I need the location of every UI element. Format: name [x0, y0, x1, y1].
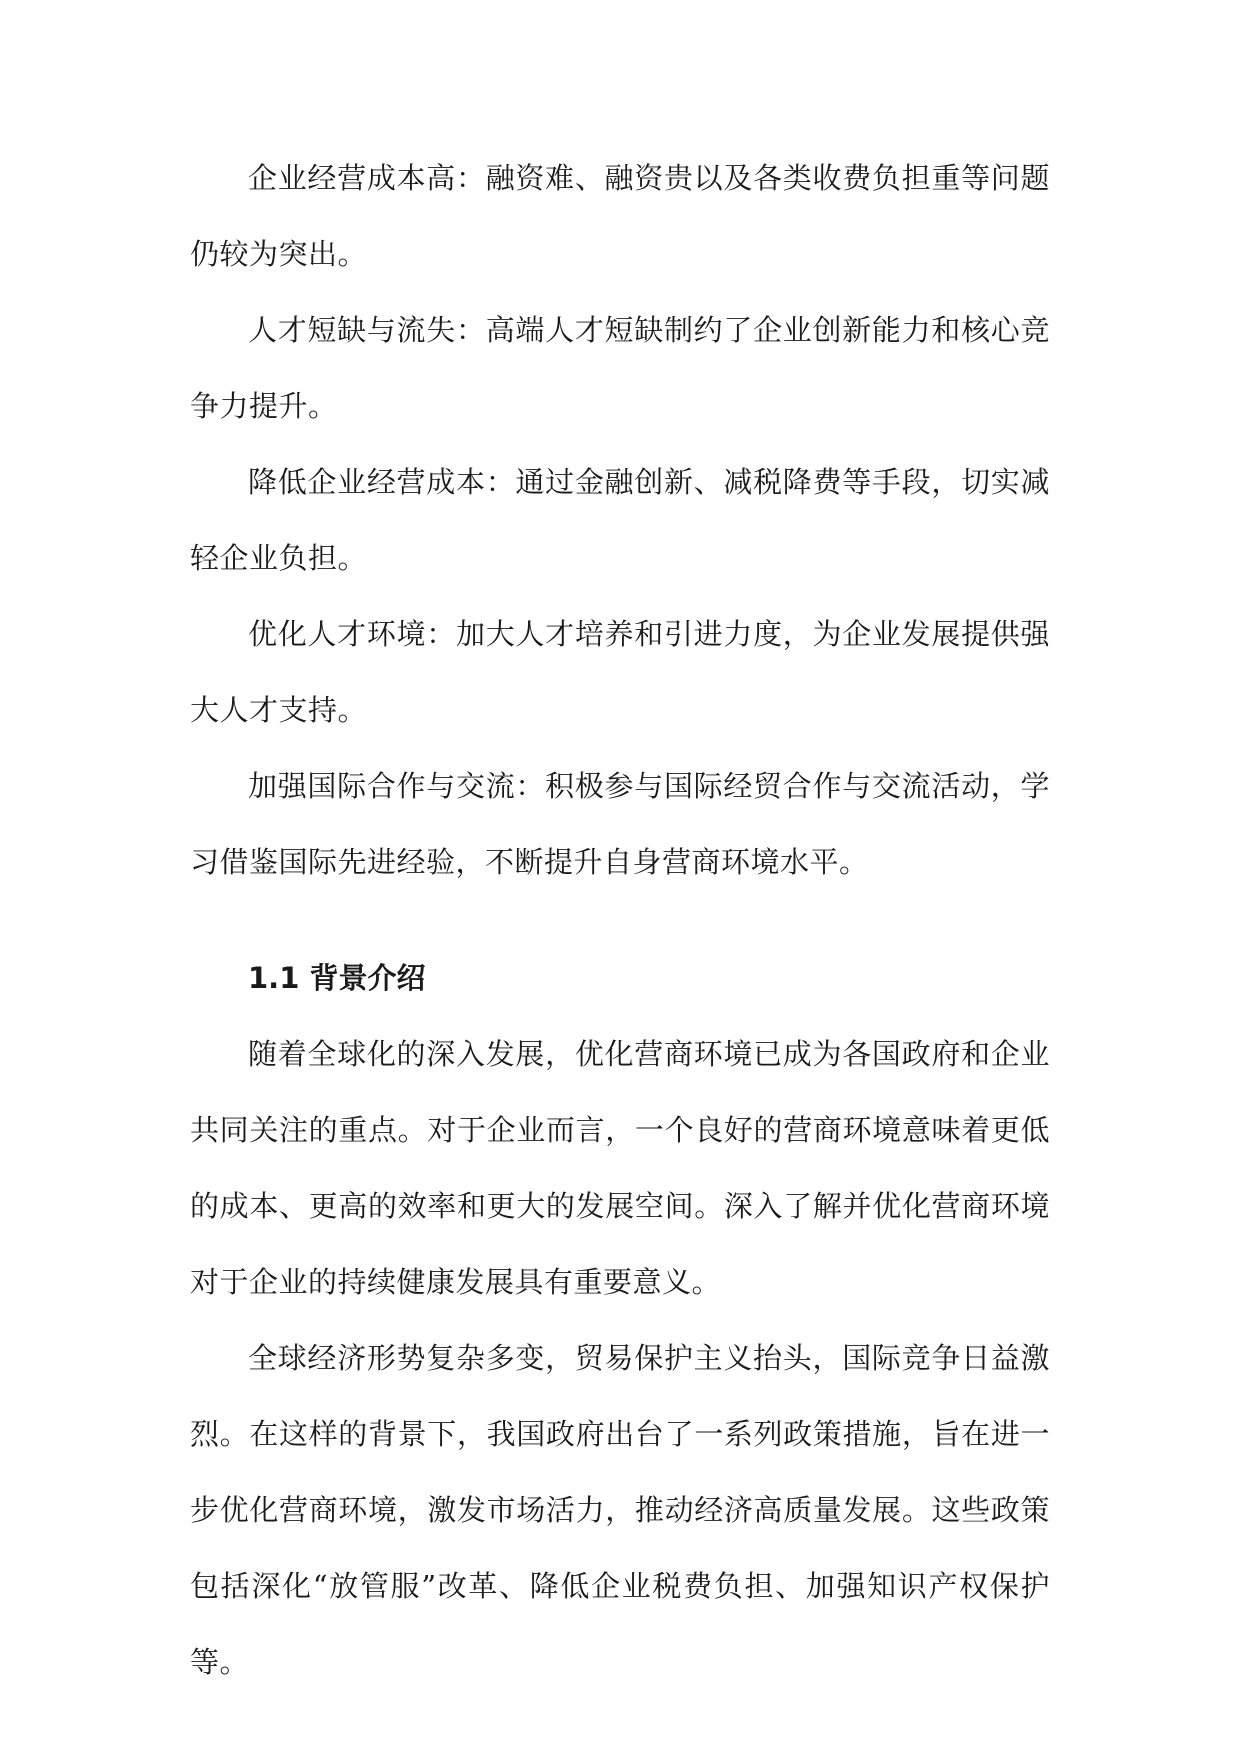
- page-content: [190, 140, 1050, 1700]
- paragraph-cost: 企业经营成本高：融资难、融资贵以及各类收费负担重等问题仍较为突出。: [190, 161, 1050, 271]
- paragraph-reduce-cost: 降低企业经营成本：通过金融创新、减税降费等手段，切实减轻企业负担。: [190, 465, 1050, 575]
- section-heading: 1.1 背景介绍: [248, 961, 426, 995]
- paragraph-international-cooperation: 加强国际合作与交流：积极参与国际经贸合作与交流活动，学习借鉴国际先进经验，不断提升自身营商环境水平。: [190, 769, 1050, 879]
- paragraph-talent-environment: 优化人才环境：加大人才培养和引进力度，为企业发展提供强大人才支持。: [190, 617, 1050, 727]
- paragraph-background-1: 随着全球化的深入发展，优化营商环境已成为各国政府和企业共同关注的重点。对于企业而言，一个良好的营商环境意味着更低的成本、更高的效率和更大的发展空间。深入了解并优化营商环境对于企业的持续健康发展具有重要意义。: [190, 1037, 1050, 1299]
- paragraph-talent-shortage: 人才短缺与流失：高端人才短缺制约了企业创新能力和核心竞争力提升。: [190, 313, 1050, 423]
- paragraph-background-2: 全球经济形势复杂多变，贸易保护主义抬头，国际竞争日益激烈。在这样的背景下，我国政府出台了一系列政策措施，旨在进一步优化营商环境，激发市场活力，推动经济高质量发展。这些政策包括深化“放管服”改革、降低企业税费负担、加强知识产权保护等。: [190, 1341, 1050, 1679]
